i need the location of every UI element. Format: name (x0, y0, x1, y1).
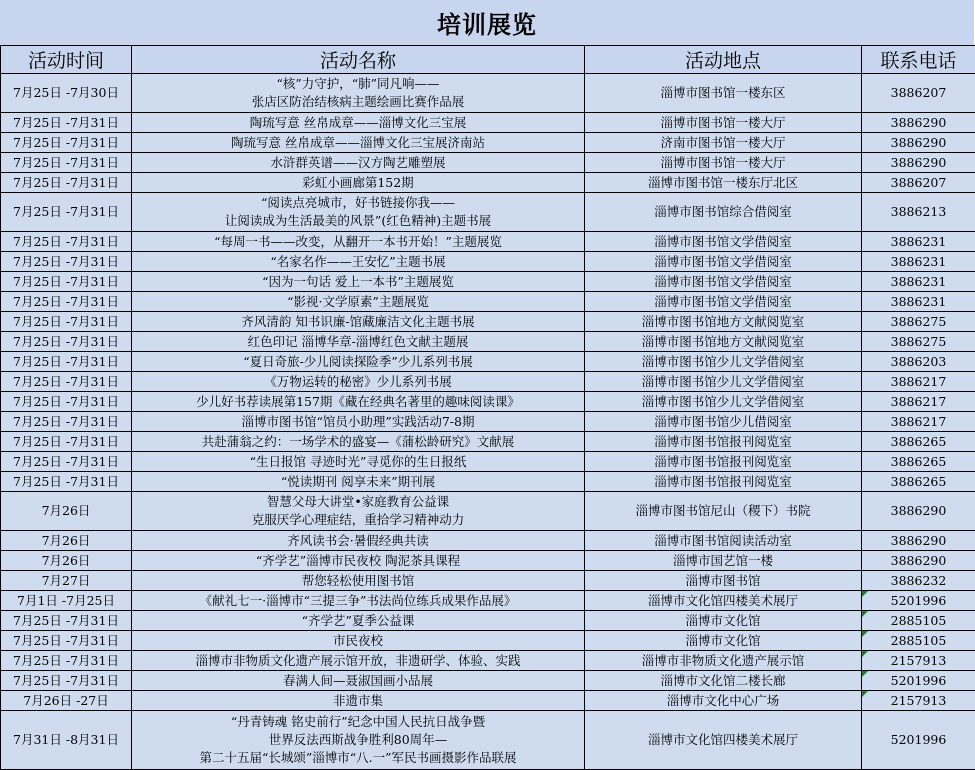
cell-name-line: 让阅读成为生活最美的风景”(红色精神)主题书展 (224, 213, 492, 228)
cell-phone: 3886265 (862, 452, 975, 472)
table-row (1, 332, 975, 352)
cell-name (132, 232, 585, 252)
table-row (1, 472, 975, 492)
cell-time: 7月26日 (1, 492, 132, 531)
cell-phone: 3886207 (862, 173, 975, 193)
cell-place: 淄博市图书馆文学借阅室 (585, 292, 862, 312)
cell-place: 淄博市图书馆少儿文学借阅室 (585, 392, 862, 412)
table-row (1, 412, 975, 432)
table-row (1, 591, 975, 611)
cell-name-line: “丹青铸魂 铭史前行”纪念中国人民抗日战争暨 (230, 714, 486, 729)
cell-name-line: “生日报馆 寻迹时光”寻觅你的生日报纸 (249, 453, 467, 469)
cell-name-line: 市民夜校 (332, 632, 383, 648)
cell-phone: 3886290 (862, 133, 975, 153)
cell-name (132, 651, 585, 671)
header-phone: 联系电话 (862, 46, 975, 74)
cell-phone: 3886231 (862, 232, 975, 252)
cell-time: 7月26日 (1, 551, 132, 571)
header-place: 活动地点 (585, 46, 862, 74)
header-row (1, 46, 975, 74)
cell-place: 淄博市文化馆 (585, 631, 862, 651)
cell-phone: 3886290 (862, 531, 975, 551)
table-row (1, 551, 975, 571)
cell-phone: 3886265 (862, 432, 975, 452)
cell-name-line: “夏日奇旅-少儿阅读探险季”少儿系列书展 (243, 353, 473, 369)
cell-name-line: “阅读点亮城市，好书链接你我—— (261, 195, 455, 210)
cell-time: 7月25日 -7月31日 (1, 651, 132, 671)
cell-time: 7月25日 -7月31日 (1, 312, 132, 332)
table-row (1, 392, 975, 412)
cell-phone: 3886290 (862, 153, 975, 173)
cell-time: 7月26日 -27日 (1, 691, 132, 711)
cell-name-line: “悦读期刊 阅享未来”期刊展 (280, 473, 436, 489)
table-row (1, 193, 975, 232)
cell-time: 7月25日 -7月31日 (1, 671, 132, 691)
cell-phone: 3886290 (862, 492, 975, 531)
cell-name-line: 淄博市图书馆“馆员小助理”实践活动7-8期 (241, 413, 475, 429)
table-row (1, 452, 975, 472)
cell-time: 7月25日 -7月31日 (1, 272, 132, 292)
cell-phone: 3886290 (862, 551, 975, 571)
cell-name-line: 克服厌学心理症结，重拾学习精神动力 (251, 512, 465, 527)
cell-time: 7月26日 (1, 531, 132, 551)
cell-phone: 3886232 (862, 571, 975, 591)
cell-name-line: 共赴蒲翁之约：一场学术的盛宴—《蒲松龄研究》文献展 (201, 433, 515, 449)
table-row (1, 292, 975, 312)
cell-name (132, 352, 585, 372)
cell-name (132, 113, 585, 133)
table-row (1, 651, 975, 671)
page-title: 培训展览 (437, 10, 537, 39)
cell-place: 淄博市文化馆二楼长廊 (585, 671, 862, 691)
cell-time: 7月25日 -7月31日 (1, 412, 132, 432)
cell-name-line: 淄博市非物质文化遗产展示馆开放，非遗研学、体验、实践 (195, 652, 521, 668)
cell-name-line: 少儿好书荐读展第157期《藏在经典名著里的趣味阅读课》 (196, 393, 520, 409)
cell-name (132, 312, 585, 332)
cell-phone: 3886231 (862, 252, 975, 272)
table-row (1, 711, 975, 770)
cell-place: 淄博市图书馆一楼大厅 (585, 153, 862, 173)
cell-phone: 5201996 (862, 671, 975, 691)
cell-phone: 3886213 (862, 193, 975, 232)
cell-time: 7月31日 -8月31日 (1, 711, 132, 770)
cell-name (132, 691, 585, 711)
cell-time: 7月25日 -7月31日 (1, 392, 132, 412)
cell-place: 淄博市图书馆文学借阅室 (585, 272, 862, 292)
table-body (1, 74, 975, 770)
table-row (1, 611, 975, 631)
cell-place: 淄博市图书馆一楼东区 (585, 74, 862, 113)
table-row (1, 531, 975, 551)
cell-name (132, 332, 585, 352)
cell-name-line: “齐学艺”淄博市民夜校 陶泥茶具课程 (255, 552, 461, 568)
cell-time: 7月25日 -7月31日 (1, 232, 132, 252)
table-row (1, 153, 975, 173)
cell-time: 7月25日 -7月31日 (1, 452, 132, 472)
cell-name (132, 492, 585, 531)
cell-place: 淄博市图书馆少儿文学借阅室 (585, 372, 862, 392)
cell-phone: 2885105 (862, 631, 975, 651)
cell-name (132, 74, 585, 113)
cell-phone: 3886217 (862, 372, 975, 392)
cell-name (132, 591, 585, 611)
cell-phone: 2885105 (862, 611, 975, 631)
cell-place: 淄博市图书馆一楼东厅北区 (585, 173, 862, 193)
cell-name (132, 193, 585, 232)
cell-phone: 3886275 (862, 312, 975, 332)
table-row (1, 133, 975, 153)
cell-name-line: 《万物运转的秘密》少儿系列书展 (264, 373, 452, 389)
cell-place: 淄博市图书馆一楼大厅 (585, 113, 862, 133)
cell-phone: 5201996 (862, 711, 975, 770)
cell-place: 淄博市图书馆少儿借阅室 (585, 412, 862, 432)
cell-place: 淄博市文化馆四楼美术展厅 (585, 711, 862, 770)
cell-place: 淄博市图书馆阅读活动室 (585, 531, 862, 551)
table-row (1, 113, 975, 133)
cell-place: 淄博市图书馆综合借阅室 (585, 193, 862, 232)
cell-phone: 3886207 (862, 74, 975, 113)
table-row (1, 312, 975, 332)
cell-time: 7月25日 -7月31日 (1, 332, 132, 352)
cell-phone: 2157913 (862, 691, 975, 711)
cell-place: 淄博市文化馆四楼美术展厅 (585, 591, 862, 611)
cell-name (132, 611, 585, 631)
cell-place: 淄博市图书馆报刊阅览室 (585, 452, 862, 472)
cell-name (132, 372, 585, 392)
cell-name-line: 春满人间—聂淑国画小品展 (282, 672, 433, 688)
cell-place: 淄博市文化馆 (585, 611, 862, 631)
cell-time: 7月25日 -7月31日 (1, 173, 132, 193)
header-name: 活动名称 (132, 46, 585, 74)
table-row (1, 571, 975, 591)
cell-time: 7月25日 -7月31日 (1, 193, 132, 232)
cell-name-line: 齐风读书会·暑假经典共读 (287, 532, 429, 548)
table-row (1, 691, 975, 711)
cell-name-line: “影视·文学原素”主题展览 (287, 293, 429, 309)
cell-phone: 2157913 (862, 651, 975, 671)
cell-time: 7月25日 -7月31日 (1, 611, 132, 631)
cell-time: 7月25日 -7月30日 (1, 74, 132, 113)
table-row (1, 372, 975, 392)
table-row (1, 432, 975, 452)
cell-name-line: 彩虹小画廊第152期 (302, 174, 414, 190)
cell-name (132, 153, 585, 173)
cell-time: 7月25日 -7月31日 (1, 432, 132, 452)
cell-time: 7月25日 -7月31日 (1, 472, 132, 492)
cell-time: 7月25日 -7月31日 (1, 252, 132, 272)
cell-name (132, 551, 585, 571)
cell-place: 淄博市图书馆文学借阅室 (585, 252, 862, 272)
exhibition-table (0, 45, 975, 770)
cell-phone: 3886265 (862, 472, 975, 492)
cell-phone: 3886217 (862, 412, 975, 432)
cell-name (132, 272, 585, 292)
cell-phone: 3886275 (862, 332, 975, 352)
cell-time: 7月25日 -7月31日 (1, 352, 132, 372)
cell-name-line: “名家名作——王安忆”主题书展 (270, 253, 446, 269)
table-row (1, 631, 975, 651)
cell-time: 7月27日 (1, 571, 132, 591)
cell-name (132, 452, 585, 472)
cell-place: 淄博市图书馆地方文献阅览室 (585, 332, 862, 352)
cell-name (132, 412, 585, 432)
cell-name-line: 帮您轻松使用图书馆 (301, 572, 415, 588)
table-row (1, 671, 975, 691)
cell-name-line: 陶琉写意 丝帛成章——淄博文化三宝展济南站 (231, 134, 485, 150)
cell-name (132, 711, 585, 770)
table-row (1, 173, 975, 193)
cell-name (132, 133, 585, 153)
cell-name-line: “每周一书——改变，从翻开一本书开始！”主题展览 (214, 233, 502, 249)
cell-name-line: 《献礼七一·淄博市“三提三争”书法尚位练兵成果作品展》 (199, 592, 517, 608)
cell-place: 淄博市图书馆报刊阅览室 (585, 432, 862, 452)
table-row (1, 352, 975, 372)
cell-place: 淄博市非物质文化遗产展示馆 (585, 651, 862, 671)
cell-name (132, 392, 585, 412)
cell-name-line: “核”力守护，“肺”同凡响—— (276, 76, 440, 91)
cell-name-line: “齐学艺”夏季公益课 (301, 612, 415, 628)
cell-time: 7月25日 -7月31日 (1, 631, 132, 651)
cell-phone: 3886217 (862, 392, 975, 412)
cell-time: 7月25日 -7月31日 (1, 372, 132, 392)
cell-place: 淄博市图书馆少儿文学借阅室 (585, 352, 862, 372)
cell-place: 淄博市图书馆文学借阅室 (585, 232, 862, 252)
cell-time: 7月25日 -7月31日 (1, 292, 132, 312)
cell-name-line: 第二十五届“长城颂”淄博市“八.一”军民书画摄影作品联展 (199, 750, 517, 765)
table-row (1, 492, 975, 531)
title-row (0, 0, 974, 46)
cell-place: 淄博市文化中心广场 (585, 691, 862, 711)
cell-name (132, 671, 585, 691)
cell-name (132, 531, 585, 551)
table-row (1, 232, 975, 252)
cell-name (132, 432, 585, 452)
cell-name (132, 252, 585, 272)
cell-name-line: 智慧父母大讲堂•家庭教育公益课 (266, 494, 450, 509)
cell-name (132, 472, 585, 492)
cell-time: 7月1日 -7月25日 (1, 591, 132, 611)
cell-phone: 3886203 (862, 352, 975, 372)
cell-name-line: 齐风清韵 知书识廉-馆藏廉洁文化主题书展 (241, 313, 475, 329)
cell-name (132, 292, 585, 312)
table-row (1, 74, 975, 113)
cell-place: 淄博市图书馆报刊阅览室 (585, 472, 862, 492)
cell-place: 淄博市图书馆 (585, 571, 862, 591)
cell-name-line: 陶琉写意 丝帛成章——淄博文化三宝展 (249, 114, 467, 130)
cell-place: 淄博市图书馆尼山（稷下）书院 (585, 492, 862, 531)
cell-name (132, 571, 585, 591)
cell-name-line: 世界反法西斯战争胜利80周年— (268, 732, 448, 747)
cell-phone: 3886231 (862, 292, 975, 312)
cell-phone: 3886290 (862, 113, 975, 133)
cell-name (132, 173, 585, 193)
cell-time: 7月25日 -7月31日 (1, 133, 132, 153)
cell-place: 淄博市图书馆地方文献阅览室 (585, 312, 862, 332)
table-row (1, 272, 975, 292)
cell-time: 7月25日 -7月31日 (1, 113, 132, 133)
cell-time: 7月25日 -7月31日 (1, 153, 132, 173)
cell-name-line: 非遗市集 (332, 692, 383, 708)
cell-phone: 3886231 (862, 272, 975, 292)
header-time: 活动时间 (1, 46, 132, 74)
cell-place: 济南市图书馆一楼大厅 (585, 133, 862, 153)
cell-name-line: 水浒群英谱——汉方陶艺雕塑展 (270, 154, 446, 170)
table-row (1, 252, 975, 272)
cell-name (132, 631, 585, 651)
cell-place: 淄博市国艺馆一楼 (585, 551, 862, 571)
cell-name-line: 红色印记 淄博华章-淄博红色文献主题展 (247, 333, 469, 349)
cell-phone: 5201996 (862, 591, 975, 611)
cell-name-line: “因为一句话 爱上一本书”主题展览 (262, 273, 454, 289)
cell-name-line: 张店区防治结核病主题绘画比赛作品展 (251, 94, 465, 109)
